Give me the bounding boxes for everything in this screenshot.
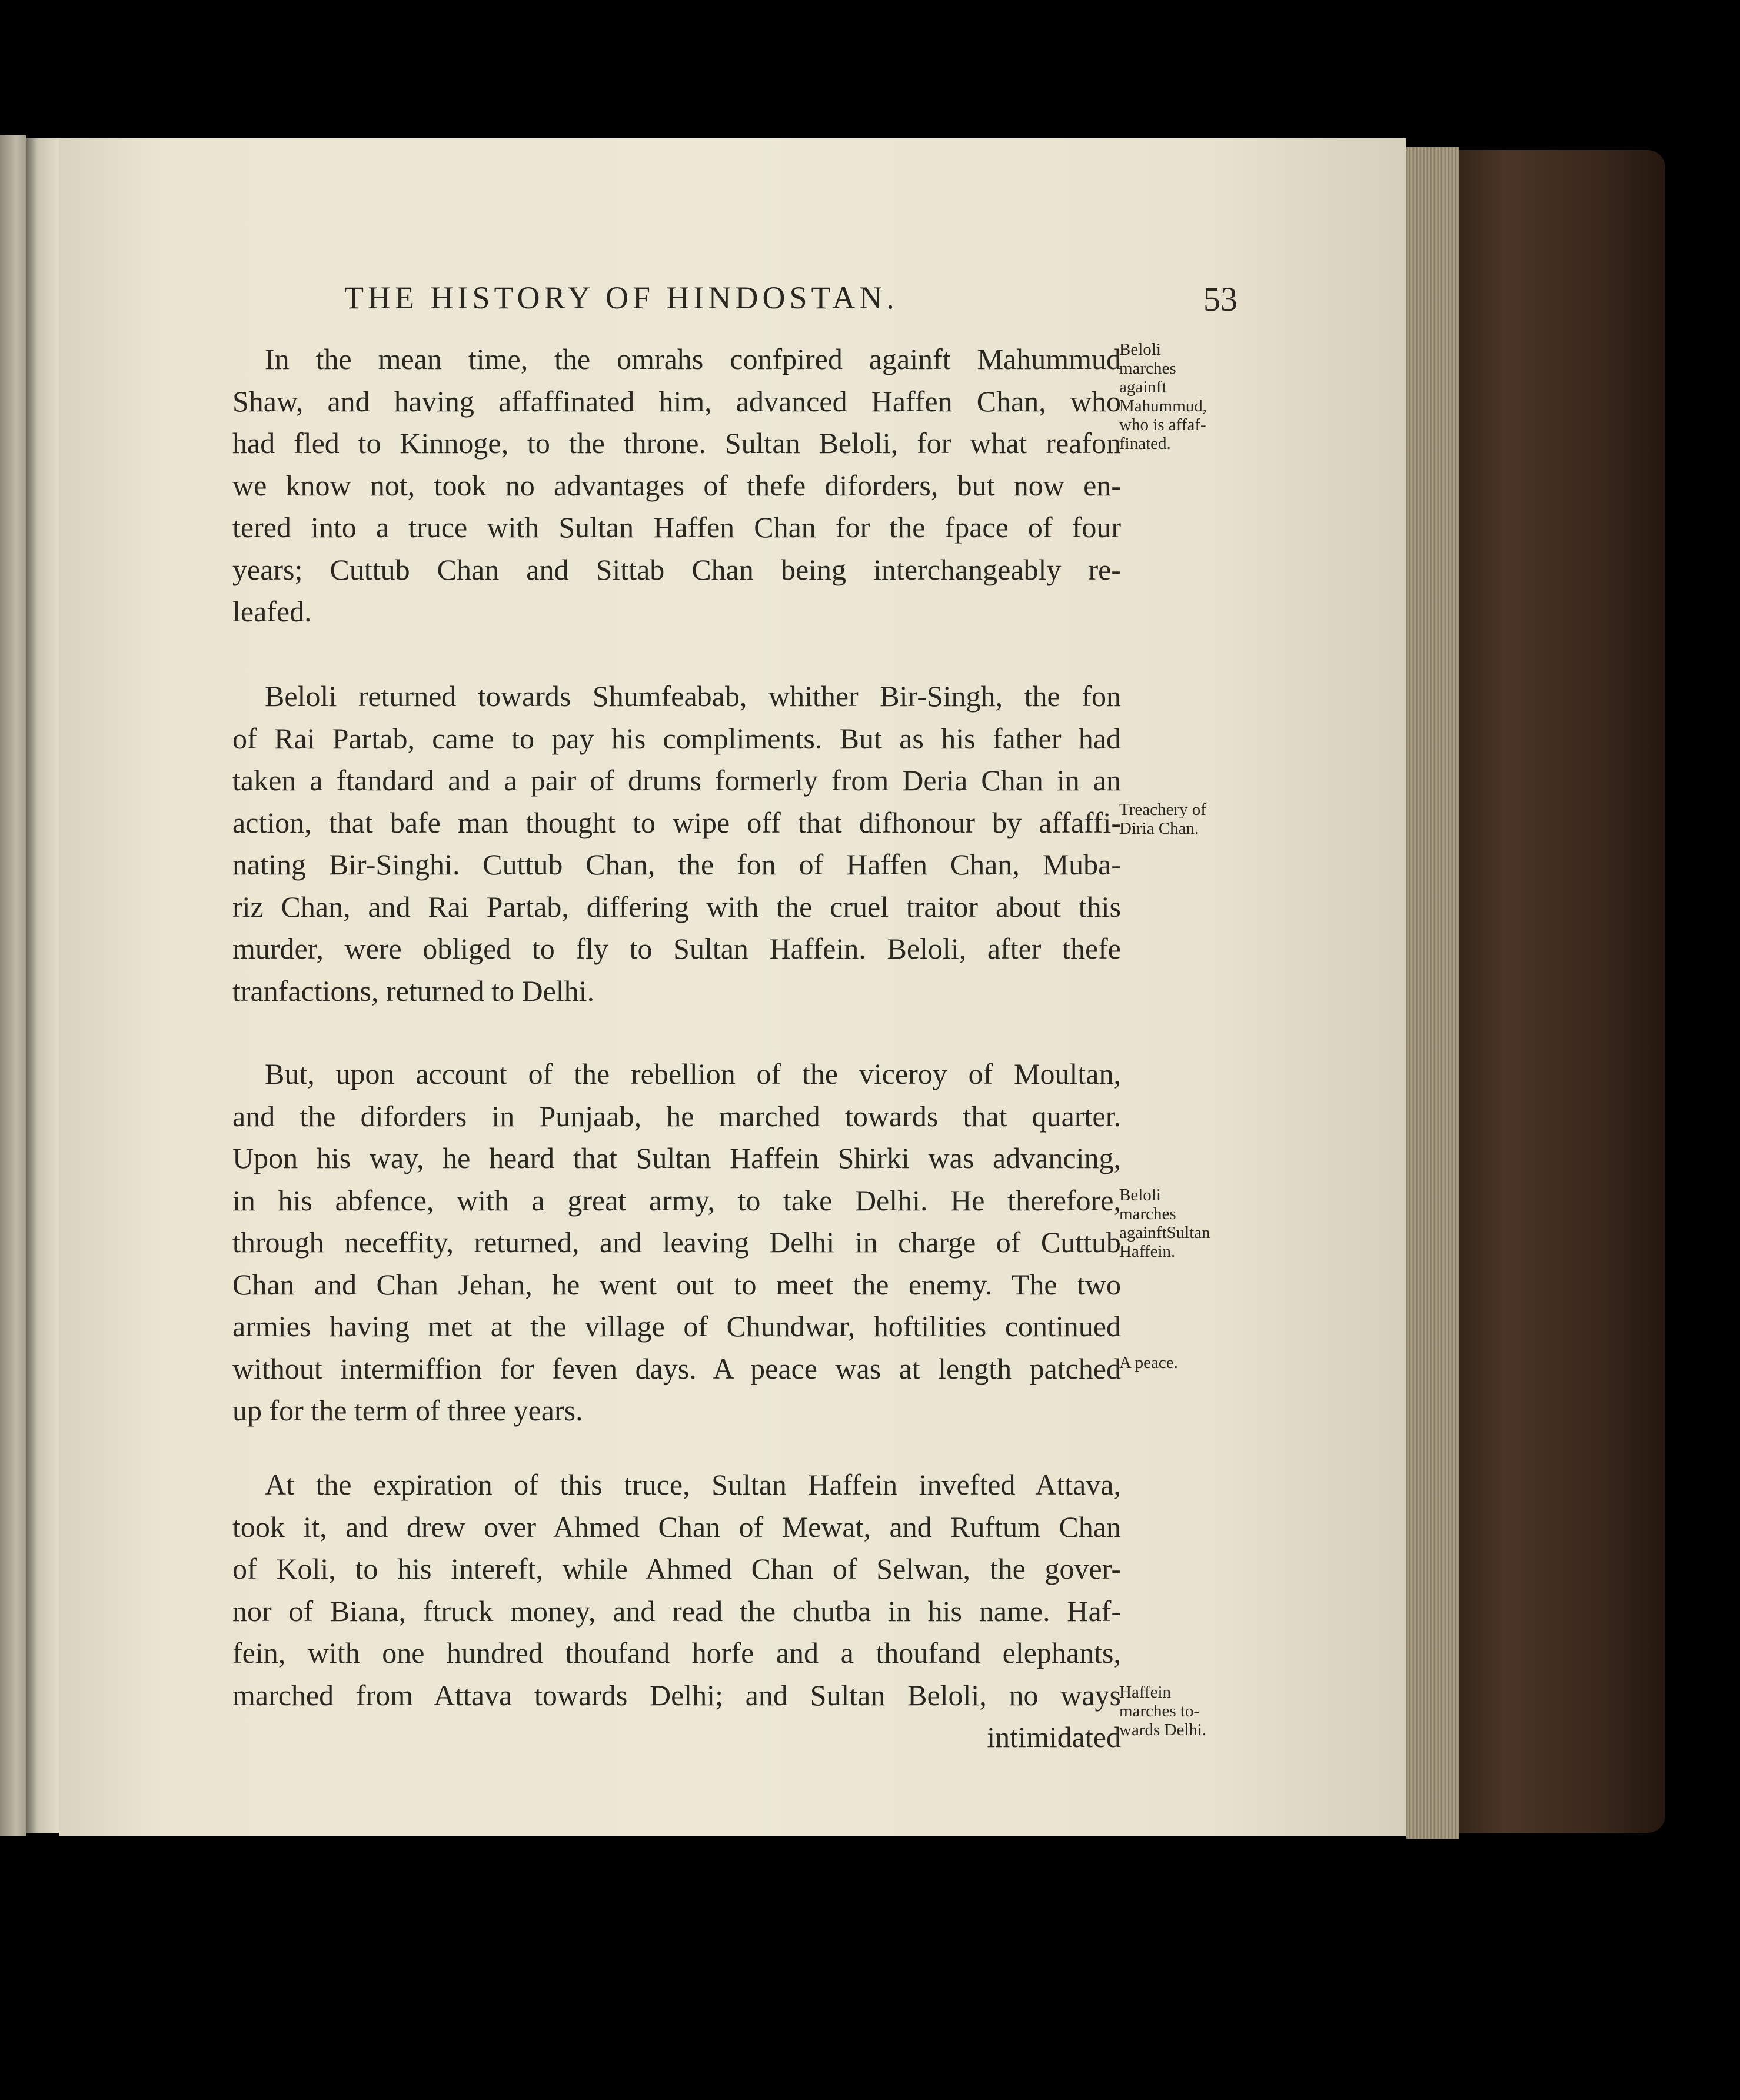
text-line: through neceffity, returned, and leaving Delhi in charge of Cuttub <box>232 1226 1121 1259</box>
note-line: Beloli <box>1119 340 1161 359</box>
text-line: In the mean time, the omrahs confpired againft Mahummud <box>265 342 1121 375</box>
text-line: murder, were obliged to fly to Sultan Haffein. Beloli, after thefe <box>232 932 1121 965</box>
running-title: THE HISTORY OF HINDOSTAN. <box>344 280 899 315</box>
text-line: Upon his way, he heard that Sultan Haffein Shirki was advancing, <box>232 1141 1121 1174</box>
note-line: Treachery of <box>1119 800 1206 819</box>
text-line: of Koli, to his intereft, while Ahmed Chan of Selwan, the gover- <box>232 1552 1121 1585</box>
text-line: fein, with one hundred thoufand horfe and a thoufand elephants, <box>232 1636 1121 1669</box>
text-line: without intermiffion for feven days. A peace was at length patched <box>232 1352 1121 1385</box>
marginal-note <box>1119 1353 1272 1372</box>
note-line: A peace. <box>1119 1353 1178 1372</box>
note-line: marches <box>1119 1204 1176 1223</box>
text-line: in his abfence, with a great army, to take Delhi. He therefore, <box>232 1183 1121 1217</box>
text-line: But, upon account of the rebellion of the viceroy of Moultan, <box>265 1057 1121 1090</box>
text-line: Beloli returned towards Shumfeabab, whither Bir-Singh, the fon <box>265 680 1121 713</box>
text-line: took it, and drew over Ahmed Chan of Mewat, and Ruftum Chan <box>232 1510 1121 1543</box>
text-line: At the expiration of this truce, Sultan Haffein invefted Attava, <box>265 1468 1121 1501</box>
text-line: taken a ftandard and a pair of drums formerly from Deria Chan in an <box>232 764 1121 797</box>
note-line: againftSultan <box>1119 1223 1210 1242</box>
note-line: againft <box>1119 378 1167 397</box>
paragraph-2 <box>232 675 1121 1012</box>
catchword: intimidated <box>987 1720 1121 1753</box>
text-line: had fled to Kinnoge, to the throne. Sultan Beloli, for what reafon <box>232 427 1121 460</box>
marginal-note <box>1119 340 1272 453</box>
note-line: Mahummud, <box>1119 397 1207 415</box>
note-line: marches to- <box>1119 1702 1200 1720</box>
text-line: Chan and Chan Jehan, he went out to meet the enemy. The two <box>232 1267 1121 1301</box>
text-line: we know not, took no advantages of thefe diforders, but now en- <box>232 468 1121 502</box>
text-line: up for the term of three years. <box>232 1394 583 1427</box>
text-line: nor of Biana, ftruck money, and read the chutba in his name. Haf- <box>232 1594 1121 1628</box>
note-line: finated. <box>1119 434 1171 453</box>
note-line: Beloli <box>1119 1186 1161 1204</box>
text-line: and the diforders in Punjaab, he marched towards that quarter. <box>232 1099 1121 1133</box>
text-line: of Rai Partab, came to pay his compliments. But as his father had <box>232 721 1121 755</box>
note-line: wards Delhi. <box>1119 1720 1207 1739</box>
text-line: action, that bafe man thought to wipe off that difhonour by affaffi- <box>232 806 1121 839</box>
note-line: Diria Chan. <box>1119 819 1199 838</box>
text-line: tranfactions, returned to Delhi. <box>232 974 595 1007</box>
text-line: armies having met at the village of Chundwar, hoftilities continued <box>232 1310 1121 1343</box>
text-line: riz Chan, and Rai Partab, differing with the cruel traitor about this <box>232 890 1121 923</box>
text-line: marched from Attava towards Delhi; and Sultan Beloli, no ways <box>232 1678 1121 1712</box>
note-line: who is affaf- <box>1119 415 1206 434</box>
paragraph-4 <box>232 1464 1121 1759</box>
marginal-note <box>1119 1683 1272 1739</box>
text-line: leafed. <box>232 595 312 628</box>
page-number: 53 <box>1203 280 1237 318</box>
marginal-note <box>1119 800 1272 838</box>
text-line: Shaw, and having affaffinated him, advanced Haffen Chan, who <box>232 384 1121 418</box>
note-line: Haffein <box>1119 1683 1172 1702</box>
paragraph-3 <box>232 1053 1121 1432</box>
paragraph-1 <box>232 338 1121 633</box>
text-line: tered into a truce with Sultan Haffen Chan for the fpace of four <box>232 511 1121 544</box>
marginal-note <box>1119 1186 1272 1261</box>
text-line: nating Bir-Singhi. Cuttub Chan, the fon of Haffen Chan, Muba- <box>232 848 1121 881</box>
note-line: Haffein. <box>1119 1242 1176 1261</box>
text-line: years; Cuttub Chan and Sittab Chan being interchangeably re- <box>232 553 1121 586</box>
note-line: marches <box>1119 359 1176 378</box>
